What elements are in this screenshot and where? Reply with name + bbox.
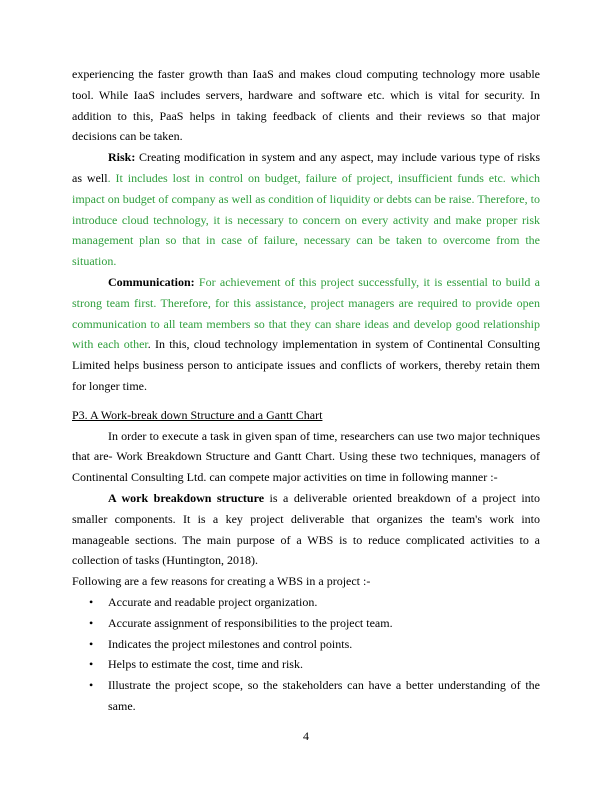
bullet-icon: •	[89, 636, 94, 651]
paragraph-techniques: In order to execute a task in given span of time, researchers can use two major techniques that are- Work Breakdown Structure and Gantt Chart. Using these two techniques, managers of Continental Consulting Ltd. can compete major activities on time in following manner :-	[72, 428, 540, 485]
list-item-text: Helps to estimate the cost, time and risk.	[108, 657, 303, 672]
list-item-text: Accurate and readable project organization.	[108, 594, 318, 609]
list-item-text: Accurate assignment of responsibilities to the project team.	[108, 615, 393, 630]
bullet-icon: •	[89, 657, 94, 672]
list-item	[72, 654, 540, 675]
risk-text-highlight: . It includes lost in control on budget, failure of project, insufficient funds etc. which impact on budget of company as well as condition of liquidity or debts can be raise. Therefore, to introduce cloud technology, it is necessary to concern on every activity and make proper risk management plan so that in case of failure, necessary can be taken to overcome from the situation.	[72, 170, 541, 269]
bullet-icon: •	[89, 678, 94, 693]
wbs-term: A work breakdown structure	[108, 490, 265, 505]
reasons-intro: Following are a few reasons for creating a WBS in a project :-	[72, 574, 371, 589]
reasons-list	[72, 592, 540, 717]
paragraph-paas: experiencing the faster growth than IaaS and makes cloud computing technology more usable tool. While IaaS includes servers, hardware and software etc. which is vital for security. In addition to this, PaaS helps in taking feedback of clients and their reviews so that major decisions can be taken.	[72, 67, 540, 144]
paragraph-wbs	[72, 488, 540, 571]
list-item-text: Illustrate the project scope, so the stakeholders can have a better understanding of the same.	[108, 678, 540, 713]
document-page	[72, 64, 540, 717]
communication-label: Communication:	[108, 274, 195, 289]
risk-text: Creating modification in system and any aspect, may include various type of risks as well	[72, 150, 540, 185]
communication-text-highlight: For achievement of this project successfully, it is essential to build a strong team first. Therefore, for this assistance, project managers are required to provide open communication to all team members so that they can share ideas and develop good relationship with each other	[72, 274, 540, 352]
list-item	[72, 613, 540, 634]
bullet-icon: •	[89, 594, 94, 609]
page-number: 4	[303, 729, 309, 743]
list-item	[72, 634, 540, 655]
list-item-text: Indicates the project milestones and control points.	[108, 636, 353, 651]
section-heading: P3. A Work-break down Structure and a Gantt Chart	[72, 407, 323, 422]
wbs-text: is a deliverable oriented breakdown of a project into smaller components. It is a key project deliverable that organizes the team's work into manageable sections. The main purpose of a WBS is to reduce complicated activities to a collection of tasks (Huntington, 2018).	[72, 490, 540, 568]
risk-label: Risk:	[108, 150, 136, 165]
communication-text: . In this, cloud technology implementation in system of Continental Consulting Limited helps business person to anticipate issues and conflicts of workers, thereby retain them for longer time.	[72, 337, 540, 393]
bullet-icon: •	[89, 615, 94, 630]
paragraph-risk	[72, 147, 540, 272]
paragraph-communication	[72, 272, 540, 397]
list-item	[72, 592, 540, 613]
list-item	[72, 675, 540, 717]
